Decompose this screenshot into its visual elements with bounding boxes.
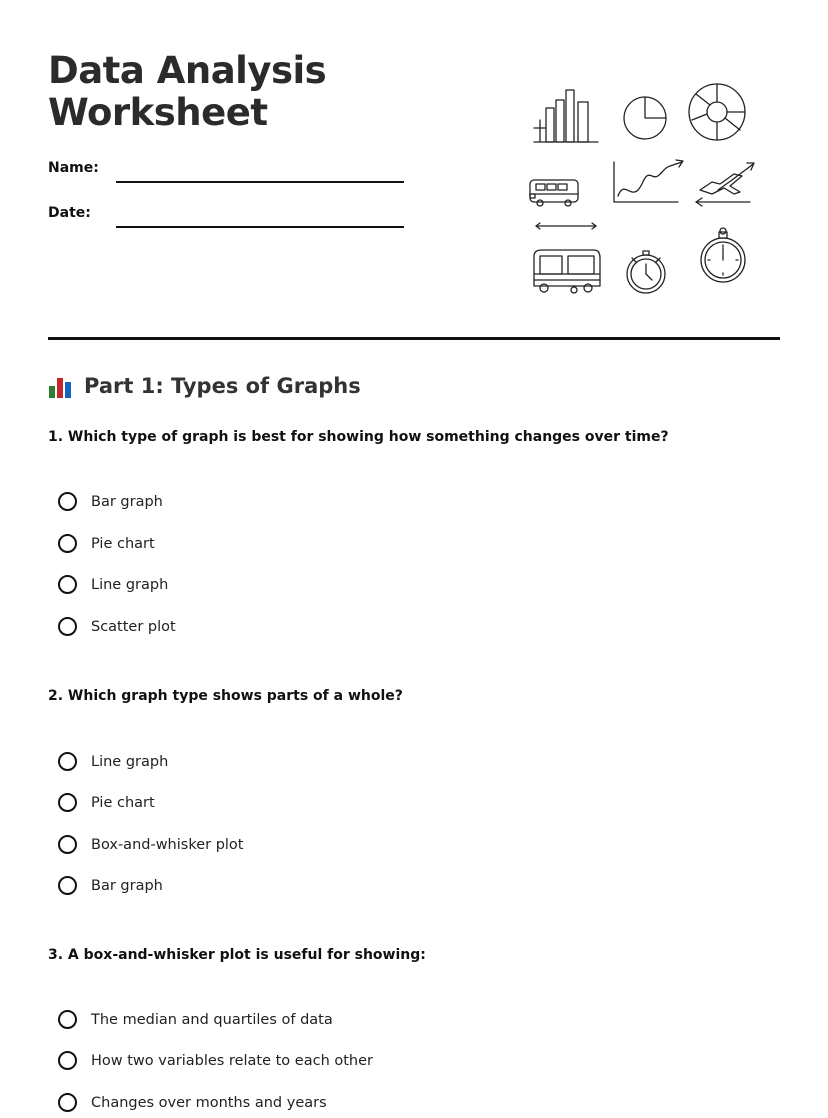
option-label: How two variables relate to each other: [91, 1052, 373, 1069]
option-label: Changes over months and years: [91, 1094, 327, 1111]
date-field[interactable]: [116, 226, 404, 228]
option-label: Box-and-whisker plot: [91, 836, 244, 853]
q1-option-1[interactable]: [58, 492, 163, 511]
option-label: Line graph: [91, 576, 169, 593]
question-1: 1. Which type of graph is best for showing how something changes over time?: [48, 429, 669, 445]
title-line-1: Data Analysis: [48, 49, 327, 92]
option-label: Scatter plot: [91, 618, 176, 635]
question-3: 3. A box-and-whisker plot is useful for showing:: [48, 947, 426, 963]
radio-button[interactable]: [58, 793, 77, 812]
option-label: Pie chart: [91, 794, 155, 811]
double-arrow-icon: [536, 223, 596, 229]
worksheet-title: [48, 50, 326, 134]
q2-option-1[interactable]: [58, 752, 168, 771]
question-2: 2. Which graph type shows parts of a whole?: [48, 688, 403, 704]
option-label: The median and quartiles of data: [91, 1011, 333, 1028]
bar-chart-emoji: [48, 374, 74, 398]
option-label: Bar graph: [91, 493, 163, 510]
part-1-title: Part 1: Types of Graphs: [84, 374, 361, 398]
option-label: Bar graph: [91, 877, 163, 894]
stopwatch-large-icon: [701, 228, 745, 282]
q3-option-2[interactable]: [58, 1051, 373, 1070]
section-divider: [48, 337, 780, 340]
bus-icon: [530, 180, 578, 206]
radio-button[interactable]: [58, 617, 77, 636]
title-line-2: Worksheet: [48, 91, 268, 134]
data-illustration: [520, 80, 760, 300]
radio-button[interactable]: [58, 1010, 77, 1029]
pie-chart-icon: [624, 97, 666, 139]
q3-option-3[interactable]: [58, 1093, 327, 1112]
bar-graph-icon: [534, 90, 598, 142]
radio-button[interactable]: [58, 1051, 77, 1070]
radio-button[interactable]: [58, 534, 77, 553]
name-label: Name:: [48, 160, 99, 176]
q1-option-3[interactable]: [58, 575, 168, 594]
line-graph-icon: [614, 160, 683, 202]
q1-option-2[interactable]: [58, 534, 155, 553]
segmented-pie-icon: [689, 84, 745, 140]
part-1-heading: [48, 374, 361, 398]
bus-front-icon: [534, 250, 600, 293]
radio-button[interactable]: [58, 876, 77, 895]
q1-option-4[interactable]: [58, 617, 176, 636]
q2-option-4[interactable]: [58, 876, 163, 895]
radio-button[interactable]: [58, 1093, 77, 1112]
airplane-icon: [696, 163, 754, 206]
date-label: Date:: [48, 205, 91, 221]
q2-option-2[interactable]: [58, 793, 155, 812]
q2-option-3[interactable]: [58, 835, 244, 854]
radio-button[interactable]: [58, 575, 77, 594]
radio-button[interactable]: [58, 492, 77, 511]
option-label: Line graph: [91, 753, 169, 770]
option-label: Pie chart: [91, 535, 155, 552]
name-field[interactable]: [116, 181, 404, 183]
stopwatch-icon: [627, 251, 665, 293]
radio-button[interactable]: [58, 835, 77, 854]
q3-option-1[interactable]: [58, 1010, 333, 1029]
radio-button[interactable]: [58, 752, 77, 771]
